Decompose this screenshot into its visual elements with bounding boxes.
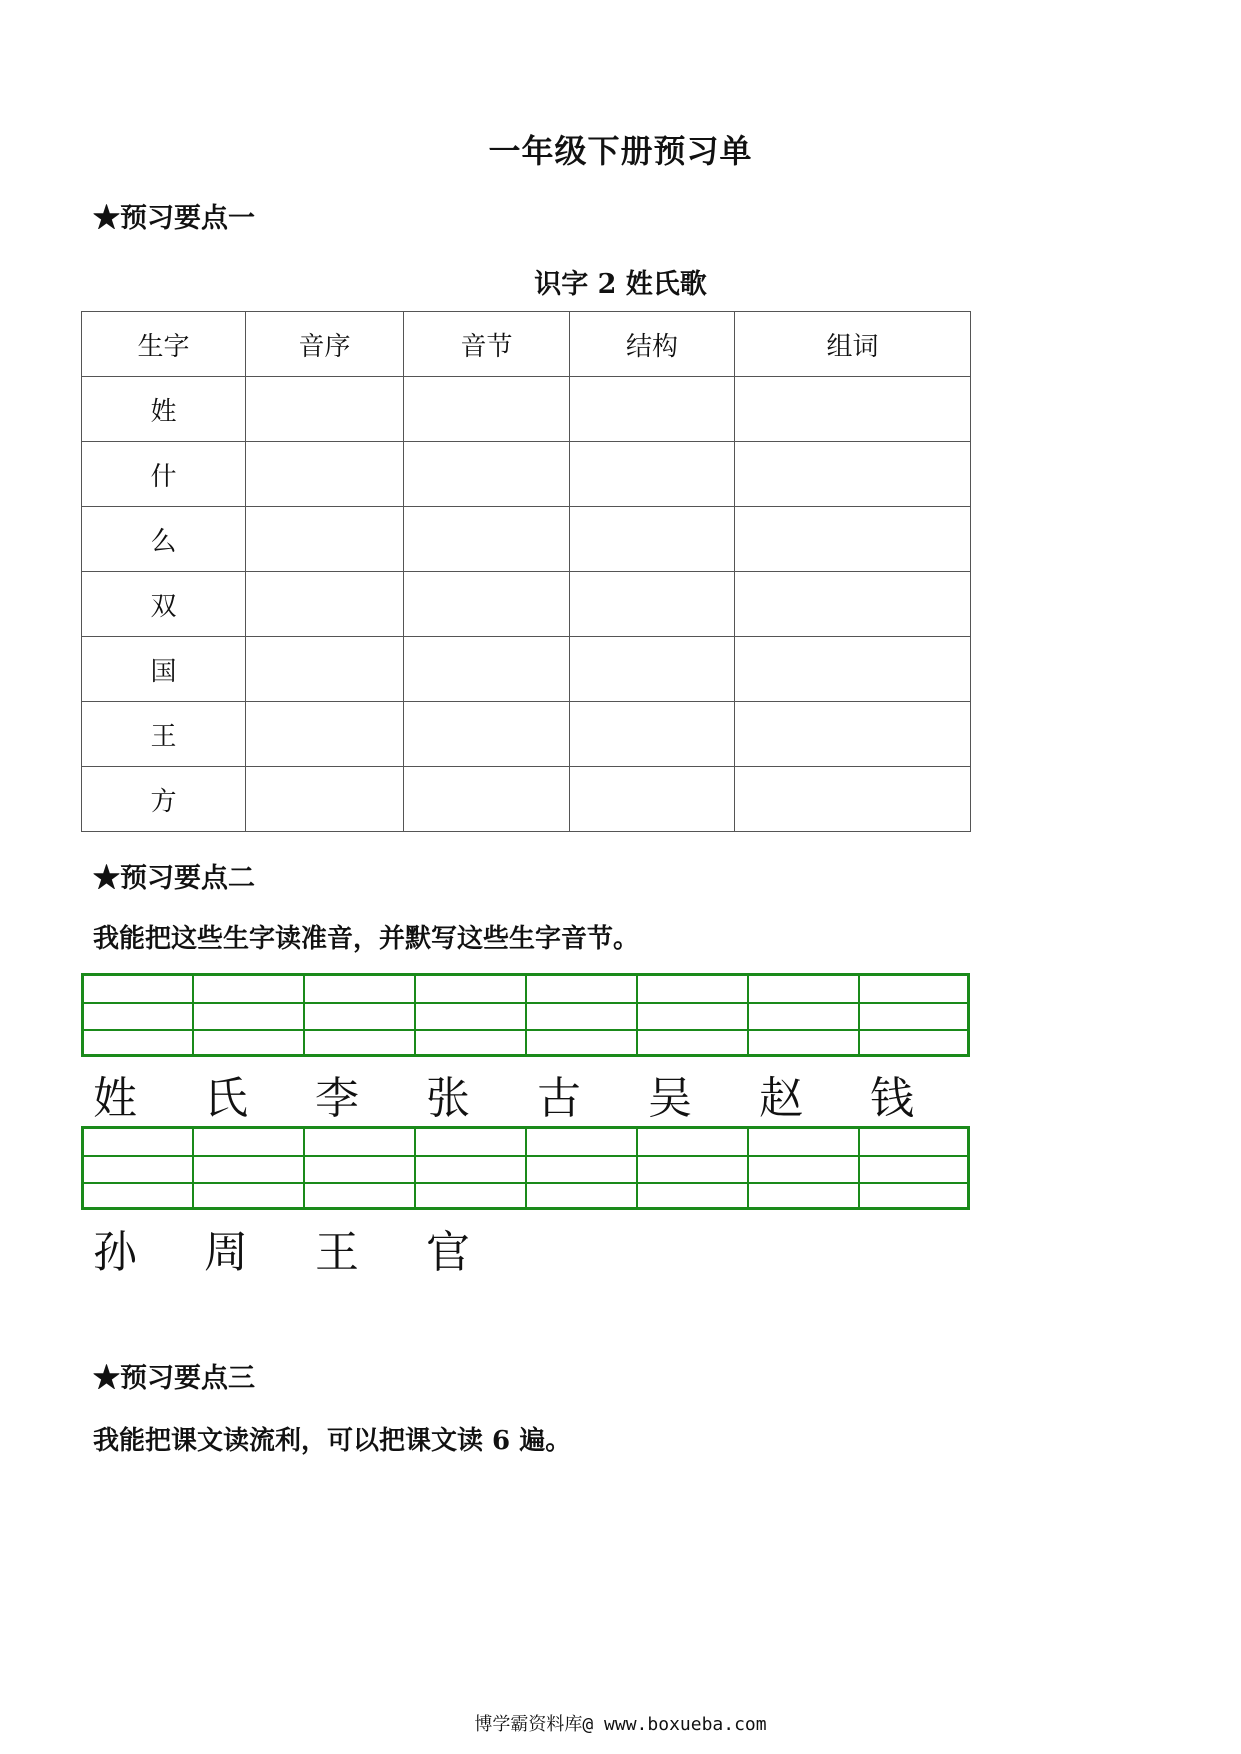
column-header: 生字 xyxy=(82,312,246,377)
table-row xyxy=(82,507,971,572)
blank-cell[interactable] xyxy=(570,442,735,507)
section-heading-3: ★预习要点三 xyxy=(93,1363,255,1394)
blank-cell[interactable] xyxy=(246,572,404,637)
blank-cell[interactable] xyxy=(570,767,735,832)
grid-line xyxy=(192,976,194,1054)
blank-cell[interactable] xyxy=(404,572,570,637)
grid-line xyxy=(414,976,416,1054)
column-header: 音序 xyxy=(246,312,404,377)
table-row xyxy=(82,442,971,507)
pinyin-writing-grid-1[interactable] xyxy=(81,973,970,1057)
table-row xyxy=(82,637,971,702)
blank-cell[interactable] xyxy=(246,767,404,832)
practice-character: 古 xyxy=(537,1073,581,1124)
grid-line xyxy=(525,976,527,1054)
blank-cell[interactable] xyxy=(570,572,735,637)
grid-line xyxy=(747,1129,749,1207)
blank-cell[interactable] xyxy=(735,637,971,702)
practice-character: 王 xyxy=(315,1227,359,1278)
grid-line xyxy=(636,1129,638,1207)
blank-cell[interactable] xyxy=(735,767,971,832)
table-header-row xyxy=(82,312,971,377)
blank-cell[interactable] xyxy=(404,442,570,507)
grid-line xyxy=(747,976,749,1054)
character-cell: 么 xyxy=(82,507,246,572)
blank-cell[interactable] xyxy=(404,507,570,572)
grid-line xyxy=(303,976,305,1054)
character-cell: 双 xyxy=(82,572,246,637)
practice-character: 赵 xyxy=(759,1073,803,1124)
instruction-text-2: 我能把这些生字读准音，并默写这些生字音节。 xyxy=(93,924,640,954)
grid-line xyxy=(303,1129,305,1207)
practice-character: 姓 xyxy=(93,1073,137,1124)
blank-cell[interactable] xyxy=(246,377,404,442)
blank-cell[interactable] xyxy=(404,377,570,442)
column-header: 音节 xyxy=(404,312,570,377)
grid-line xyxy=(192,1129,194,1207)
blank-cell[interactable] xyxy=(735,377,971,442)
practice-character: 官 xyxy=(426,1227,470,1278)
practice-character: 钱 xyxy=(870,1073,914,1124)
grid-line xyxy=(414,1129,416,1207)
character-row-2 xyxy=(93,1216,537,1280)
practice-character: 周 xyxy=(204,1227,248,1278)
blank-cell[interactable] xyxy=(246,507,404,572)
practice-character: 孙 xyxy=(93,1227,137,1278)
blank-cell[interactable] xyxy=(570,702,735,767)
blank-cell[interactable] xyxy=(735,442,971,507)
grid-line xyxy=(525,1129,527,1207)
table-row xyxy=(82,572,971,637)
blank-cell[interactable] xyxy=(404,637,570,702)
character-cell: 王 xyxy=(82,702,246,767)
blank-cell[interactable] xyxy=(246,637,404,702)
grid-line xyxy=(858,1129,860,1207)
table-row xyxy=(82,767,971,832)
blank-cell[interactable] xyxy=(246,702,404,767)
practice-character: 氏 xyxy=(204,1073,248,1124)
grid-line xyxy=(858,976,860,1054)
blank-cell[interactable] xyxy=(735,702,971,767)
character-cell: 什 xyxy=(82,442,246,507)
practice-character: 张 xyxy=(426,1073,470,1124)
blank-cell[interactable] xyxy=(404,702,570,767)
pinyin-writing-grid-2[interactable] xyxy=(81,1126,970,1210)
table-row xyxy=(82,702,971,767)
section-heading-2: ★预习要点二 xyxy=(93,863,255,894)
practice-character: 李 xyxy=(315,1073,359,1124)
blank-cell[interactable] xyxy=(404,767,570,832)
column-header: 组词 xyxy=(735,312,971,377)
character-cell: 国 xyxy=(82,637,246,702)
blank-cell[interactable] xyxy=(735,572,971,637)
grid-line xyxy=(636,976,638,1054)
character-row-1 xyxy=(93,1062,981,1126)
column-header: 结构 xyxy=(570,312,735,377)
character-cell: 姓 xyxy=(82,377,246,442)
blank-cell[interactable] xyxy=(246,442,404,507)
blank-cell[interactable] xyxy=(570,377,735,442)
lesson-title: 识字 2 姓氏歌 xyxy=(534,269,707,300)
practice-character: 吴 xyxy=(648,1073,692,1124)
vocabulary-table xyxy=(81,311,971,832)
footer-watermark: 博学霸资料库@ www.boxueba.com xyxy=(474,1714,767,1735)
table-row xyxy=(82,377,971,442)
section-heading-1: ★预习要点一 xyxy=(93,203,255,234)
blank-cell[interactable] xyxy=(570,507,735,572)
page-title: 一年级下册预习单 xyxy=(488,132,753,170)
character-cell: 方 xyxy=(82,767,246,832)
blank-cell[interactable] xyxy=(735,507,971,572)
instruction-text-3: 我能把课文读流利，可以把课文读 6 遍。 xyxy=(93,1426,572,1456)
blank-cell[interactable] xyxy=(570,637,735,702)
